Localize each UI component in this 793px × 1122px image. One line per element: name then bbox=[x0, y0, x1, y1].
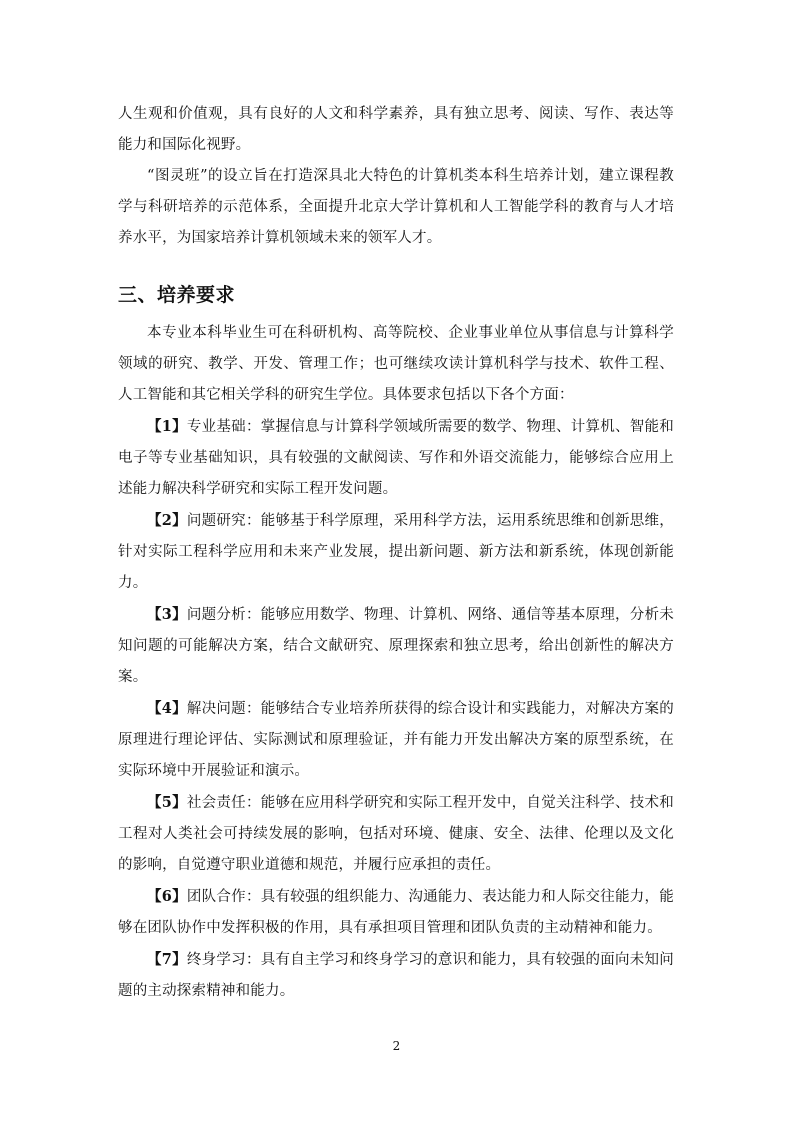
intro-continuation-paragraph: 人生观和价值观，具有良好的人文和科学素养，具有独立思考、阅读、写作、表达等能力和国际化视野。 bbox=[118, 106, 674, 153]
requirement-label: 【4】 bbox=[147, 700, 187, 717]
requirement-text: 终身学习：具有自主学习和终身学习的意识和能力，具有较强的面向未知问题的主动探索精神和能力。 bbox=[118, 952, 674, 999]
turing-class-paragraph: “图灵班”的设立旨在打造深具北大特色的计算机类本科生培养计划，建立课程教学与科研培养的示范体系，全面提升北京大学计算机和人工智能学科的教育与人才培养水平，为国家培养计算机领域未来的领军人才。 bbox=[118, 168, 674, 246]
requirement-text: 社会责任：能够在应用科学研究和实际工程开发中，自觉关注科学、技术和工程对人类社会可持续发展的影响，包括对环境、健康、安全、法律、伦理以及文化的影响，自觉遵守职业道德和规范，并履行应承担的责任。 bbox=[118, 795, 674, 873]
requirement-item-3 bbox=[118, 599, 674, 693]
requirement-item-2 bbox=[118, 505, 674, 599]
requirement-text: 问题分析：能够应用数学、物理、计算机、网络、通信等基本原理，分析未知问题的可能解决方案，结合文献研究、原理探索和独立思考，给出创新性的解决方案。 bbox=[118, 607, 674, 685]
requirement-text: 团队合作：具有较强的组织能力、沟通能力、表达能力和人际交往能力，能够在团队协作中发挥积极的作用，具有承担项目管理和团队负责的主动精神和能力。 bbox=[118, 889, 674, 936]
requirement-label: 【6】 bbox=[147, 888, 187, 905]
requirement-text: 问题研究：能够基于科学原理，采用科学方法，运用系统思维和创新思维，针对实际工程科学应用和未来产业发展，提出新问题、新方法和新系统，体现创新能力。 bbox=[118, 513, 674, 591]
requirement-item-5 bbox=[118, 787, 674, 881]
requirement-item-1 bbox=[118, 411, 674, 505]
requirement-item-6 bbox=[118, 881, 674, 944]
page-content bbox=[118, 99, 674, 1007]
section-intro-paragraph: 本专业本科毕业生可在科研机构、高等院校、企业事业单位从事信息与计算科学领域的研究、教学、开发、管理工作；也可继续攻读计算机科学与技术、软件工程、人工智能和其它相关学科的研究生学位。具体要求包括以下各个方面： bbox=[118, 325, 674, 403]
requirement-text: 专业基础：掌握信息与计算科学领域所需要的数学、物理、计算机、智能和电子等专业基础知识，具有较强的文献阅读、写作和外语交流能力，能够综合应用上述能力解决科学研究和实际工程开发问题。 bbox=[118, 419, 674, 497]
requirement-item-7 bbox=[118, 944, 674, 1007]
requirement-text: 解决问题：能够结合专业培养所获得的综合设计和实践能力，对解决方案的原理进行理论评估、实际测试和原理验证，并有能力开发出解决方案的原型系统，在实际环境中开展验证和演示。 bbox=[118, 701, 674, 779]
requirement-label: 【3】 bbox=[147, 606, 187, 623]
requirement-label: 【7】 bbox=[147, 951, 187, 968]
requirement-label: 【5】 bbox=[147, 794, 187, 811]
requirement-item-4 bbox=[118, 693, 674, 787]
page-number: 2 bbox=[392, 1039, 401, 1053]
requirement-label: 【2】 bbox=[147, 512, 187, 529]
section-heading: 三、培养要求 bbox=[118, 284, 236, 306]
requirement-label: 【1】 bbox=[147, 418, 187, 435]
